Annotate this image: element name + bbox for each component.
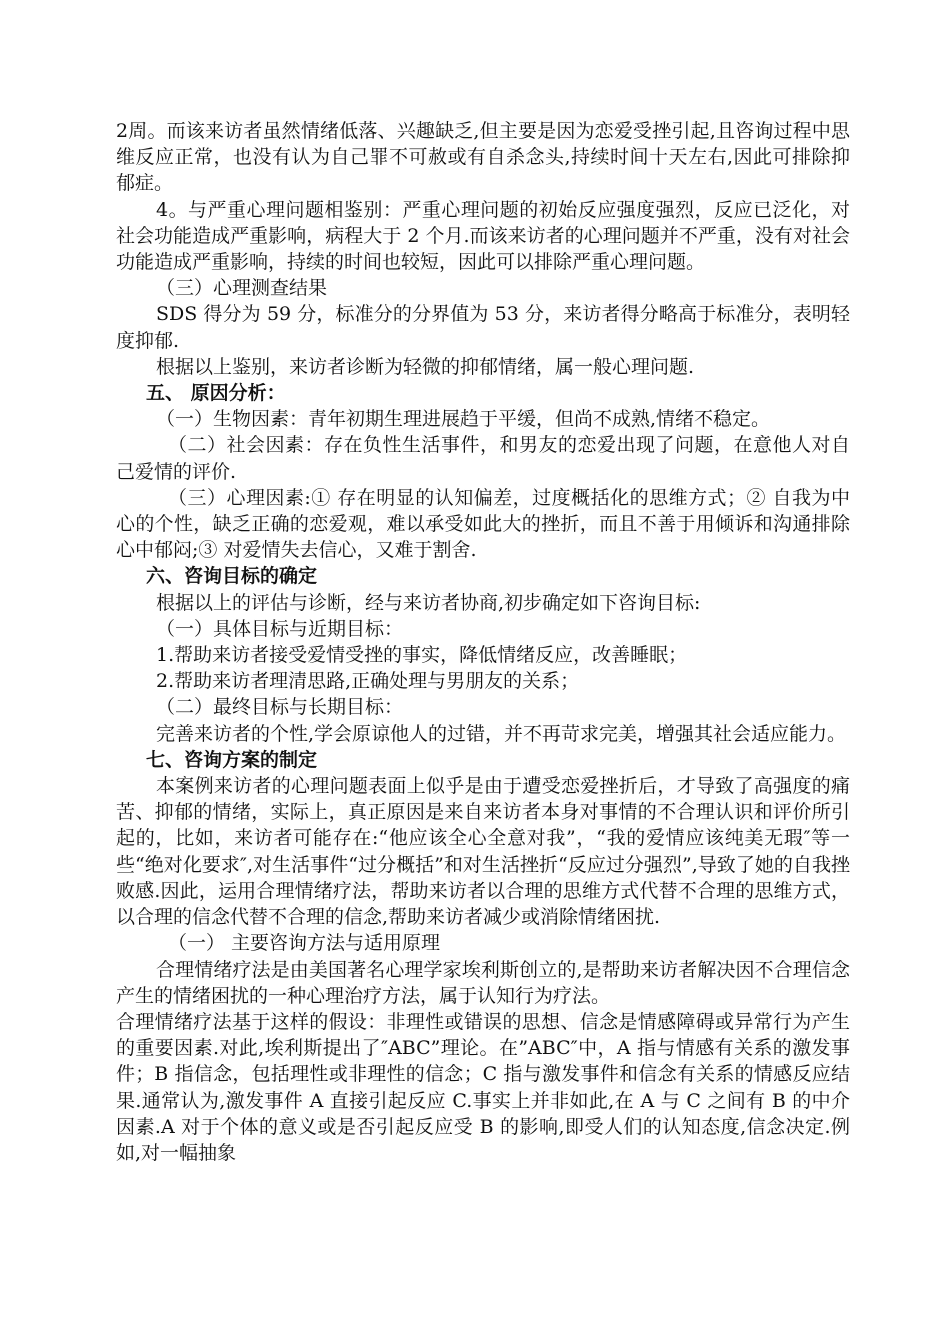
subheading-long-term-goals: （二）最终目标与长期目标： bbox=[156, 696, 404, 719]
subheading-short-term-goals: （一）具体目标与近期目标： bbox=[156, 617, 404, 640]
heading-consultation-plan: 七、咨询方案的制定 bbox=[146, 748, 318, 771]
document-page bbox=[116, 118, 850, 1166]
paragraph-severe-problem-differential: 4。与严重心理问题相鉴别：严重心理问题的初始反应强度强烈，反应已泛化，对社会功能造成严重影响，病程大于 2 个月.而该来访者的心理问题并不严重，没有对社会功能造成严重影响，持续的时间也较短，因此可以排除严重心理问题。 bbox=[116, 198, 850, 274]
subheading-test-results: （三）心理测查结果 bbox=[156, 277, 328, 300]
paragraph-long-term-goal: 完善来访者的个性,学会原谅他人的过错，并不再苛求完美，增强其社会适应能力。 bbox=[156, 722, 847, 745]
paragraph-abc-theory: 合理情绪疗法基于这样的假设：非理性或错误的思想、信念是情感障碍或异常行为产生的重要因素.对此,埃利斯提出了″ABC”理论。在”ABC″中，A 指与情感有关系的激发事件；B 指信念，包括理性或非理性的信念；C 指与激发事件和信念有关系的情感反应结果.通常认为,激发事件 A 直接引起反应 C.事实上并非如此,在 A 与 C 之间有 B 的中介因素.A 对于个体的意义或是否引起反应受 B 的影响,即受人们的认知态度,信念决定.例如,对一幅抽象 bbox=[116, 1010, 850, 1164]
subheading-main-method: （一） 主要咨询方法与适用原理 bbox=[168, 932, 441, 955]
paragraph-goals-intro: 根据以上的评估与诊断，经与来访者协商,初步确定如下咨询目标: bbox=[156, 591, 701, 614]
heading-consultation-goals: 六、咨询目标的确定 bbox=[146, 565, 318, 588]
paragraph-diagnosis: 根据以上鉴别，来访者诊断为轻微的抑郁情绪，属一般心理问题. bbox=[156, 355, 695, 378]
paragraph-biological-factors: （一）生物因素：青年初期生理进展趋于平缓，但尚不成熟,情绪不稳定。 bbox=[156, 408, 771, 431]
paragraph-plan-rationale: 本案例来访者的心理问题表面上似乎是由于遭受恋爱挫折后，才导致了高强度的痛苦、抑郁的情绪，实际上，真正原因是来自来访者本身对事情的不合理认识和评价所引起的，比如，来访者可能存在:“他应该全心全意对我”，“我的爱情应该纯美无瑕″等一些“绝对化要求″,对生活事件“过分概括”和对生活挫折“反应过分强烈”,导致了她的自我挫败感.因此，运用合理情绪疗法，帮助来访者以合理的思维方式代替不合理的思维方式，以合理的信念代替不合理的信念,帮助来访者减少或消除情绪困扰. bbox=[116, 775, 850, 929]
list-item-goal-2: 2.帮助来访者理清思路,正确处理与男朋友的关系； bbox=[156, 670, 580, 693]
paragraph-psychological-factors: （三）心理因素:① 存在明显的认知偏差，过度概括化的思维方式；② 自我为中心的个性，缺乏正确的恋爱观，难以承受如此大的挫折，而且不善于用倾诉和沟通排除心中郁闷;③ 对爱情失去信心，又难于割舍. bbox=[116, 486, 850, 562]
paragraph-depression-exclusion: 2周。而该来访者虽然情绪低落、兴趣缺乏,但主要是因为恋爱受挫引起,且咨询过程中思维反应正常，也没有认为自己罪不可赦或有自杀念头,持续时间十天左右,因此可排除抑郁症。 bbox=[116, 120, 850, 195]
heading-cause-analysis: 五、 原因分析： bbox=[146, 382, 286, 405]
paragraph-sds-score: SDS 得分为 59 分，标准分的分界值为 53 分，来访者得分略高于标准分，表明轻度抑郁. bbox=[116, 303, 850, 352]
paragraph-social-factors: （二）社会因素：存在负性生活事件，和男友的恋爱出现了问题，在意他人对自己爱情的评价. bbox=[116, 434, 850, 483]
list-item-goal-1: 1.帮助来访者接受爱情受挫的事实，降低情绪反应，改善睡眠； bbox=[156, 644, 688, 667]
paragraph-ret-definition: 合理情绪疗法是由美国著名心理学家埃利斯创立的,是帮助来访者解决因不合理信念产生的情绪困扰的一种心理治疗方法，属于认知行为疗法。 bbox=[116, 958, 850, 1007]
